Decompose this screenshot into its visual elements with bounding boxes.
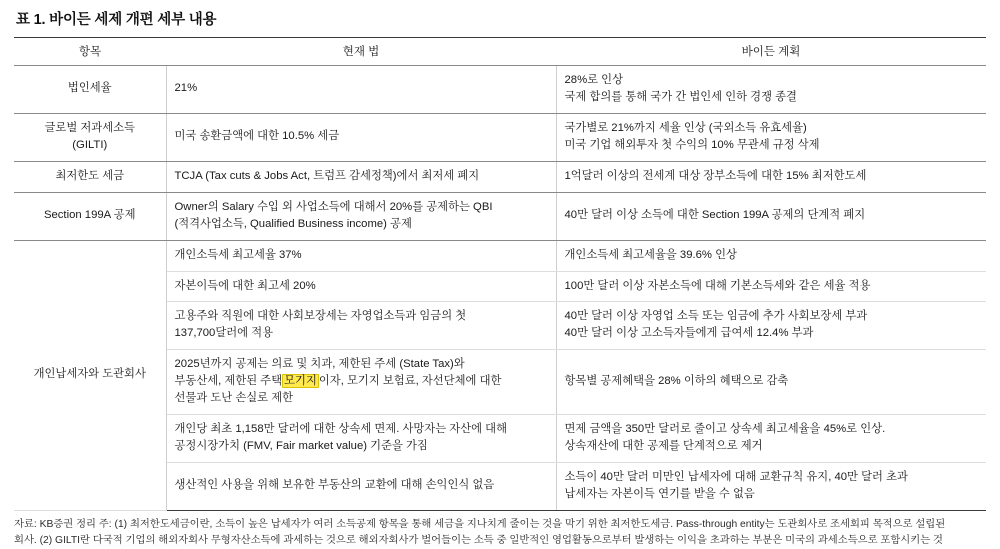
- row-biden-plan: 항목별 공제혜택을 28% 이하의 혜택으로 감축: [556, 350, 986, 415]
- table-row: [14, 192, 986, 240]
- row-current-law: 고용주와 직원에 대한 사회보장세는 자영업소득과 임금의 첫 137,700달러에 적용: [166, 302, 556, 350]
- row-biden-plan: 국가별로 21%까지 세율 인상 (국외소득 유효세율) 미국 기업 해외투자 첫 수익의 10% 무관세 규정 삭제: [556, 113, 986, 161]
- column-header-category: 항목: [14, 38, 166, 66]
- table-row: [14, 113, 986, 161]
- column-header-current-law: 현재 법: [166, 38, 556, 66]
- row-biden-plan: 40만 달러 이상 소득에 대한 Section 199A 공제의 단계적 폐지: [556, 192, 986, 240]
- row-biden-plan: 개인소득세 최고세율을 39.6% 인상: [556, 240, 986, 271]
- row-biden-plan: 28%로 인상 국제 합의를 통해 국가 간 법인세 인하 경쟁 종결: [556, 66, 986, 114]
- row-current-law: 생산적인 사용을 위해 보유한 부동산의 교환에 대해 손익인식 없음: [166, 463, 556, 511]
- row-category: 법인세율: [14, 66, 166, 114]
- page-title: 표 1. 바이든 세제 개편 세부 내용: [16, 12, 217, 28]
- row-category: 최저한도 세금: [14, 161, 166, 192]
- table-row: [14, 240, 986, 271]
- column-header-biden-plan: 바이든 계획: [556, 38, 986, 66]
- row-category: Section 199A 공제: [14, 192, 166, 240]
- row-biden-plan: 40만 달러 이상 자영업 소득 또는 임금에 추가 사회보장세 부과 40만 달러 이상 고소득자들에게 급여세 12.4% 부과: [556, 302, 986, 350]
- row-current-law: 개인당 최초 1,158만 달러에 대한 상속세 면제. 사망자는 자산에 대해 공정시장가치 (FMV, Fair market value) 기준을 가짐: [166, 415, 556, 463]
- row-current-law: 자본이득에 대한 최고세 20%: [166, 271, 556, 302]
- table-row: [14, 66, 986, 114]
- table-footnote: 자료: KB증권 정리 주: (1) 최저한도세금이란, 소득이 높은 납세자가 여러 소득공제 항목을 통해 세금을 지나치게 줄이는 것을 막기 위한 최저한도세금. Pass-through entity는 도관회사로 조세회피 목적으로 설립된 회사. (2) GILTI란 다국적 기업의 해외자회사 무형자산소득에 과세하는 것으로 해외자회사가 벌어들이는 소득 중 일반적인 영업활동으로부터 발생하는 이익을 초과하는 부분은 미국의 과세소득으로 포함시키는 것: [14, 518, 946, 546]
- row-biden-plan: 면제 금액을 350만 달러로 줄이고 상속세 최고세율을 45%로 인상. 상속재산에 대한 공제를 단계적으로 제거: [556, 415, 986, 463]
- row-category: 글로벌 저과세소득 (GILTI): [14, 113, 166, 161]
- row-biden-plan: 1억달러 이상의 전세계 대상 장부소득에 대한 15% 최저한도세: [556, 161, 986, 192]
- row-category-personal: 개인납세자와 도관회사: [14, 240, 166, 510]
- row-current-law: 개인소득세 최고세율 37%: [166, 240, 556, 271]
- row-biden-plan: 소득이 40만 달러 미만인 납세자에 대해 교환규칙 유지, 40만 달러 초과 납세자는 자본이득 연기를 받을 수 없음: [556, 463, 986, 511]
- table-header-row: [14, 38, 986, 66]
- row-current-law: 21%: [166, 66, 556, 114]
- row-current-law: 미국 송환금액에 대한 10.5% 세금: [166, 113, 556, 161]
- row-current-law: 2025년까지 공제는 의료 및 치과, 제한된 주세 (State Tax)와 부동산세, 제한된 주택 모기지 이자, 모기지 보험료, 자선단체에 대한 선물과 도난 손실로 제한: [166, 350, 556, 415]
- tax-comparison-table: [14, 37, 986, 511]
- table-row: [14, 161, 986, 192]
- row-current-law: TCJA (Tax cuts & Jobs Act, 트럼프 감세정책)에서 최저세 폐지: [166, 161, 556, 192]
- table-body: [14, 66, 986, 511]
- row-current-law: Owner의 Salary 수입 외 사업소득에 대해서 20%를 공제하는 QBI (적격사업소득, Qualified Business income) 공제: [166, 192, 556, 240]
- row-biden-plan: 100만 달러 이상 자본소득에 대해 기본소득세와 같은 세율 적용: [556, 271, 986, 302]
